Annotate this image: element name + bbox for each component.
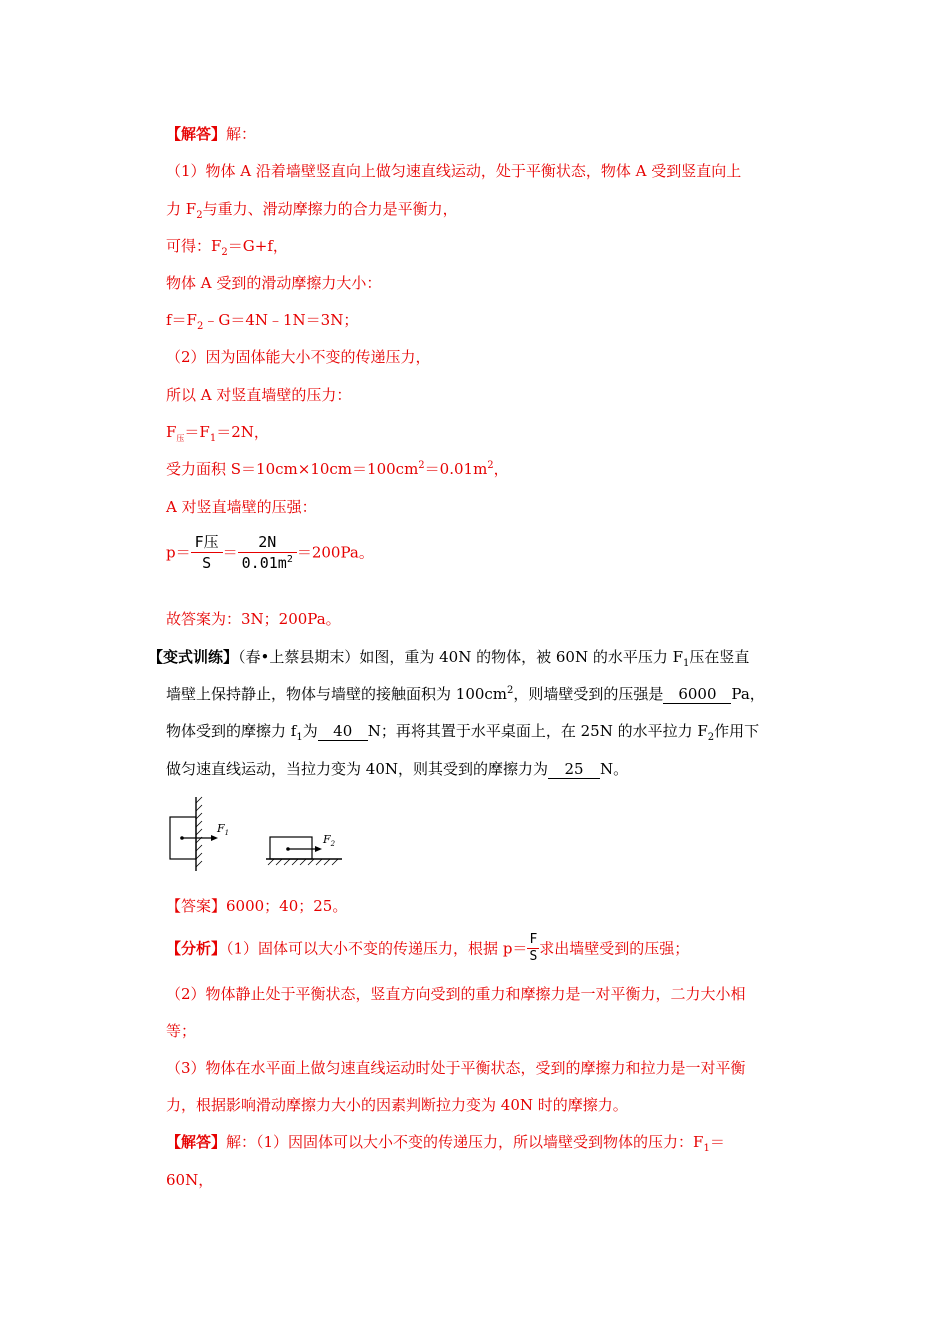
- solution-answer: 故答案为：3N；200Pa。: [166, 610, 341, 628]
- fraction-f-over-s: $\frac{F}{S}$: [529, 932, 538, 964]
- solution2-line-1: 【解答】解：（1）因固体可以大小不变的传递压力，所以墙壁受到物体的压力：$F_1=$: [166, 1133, 725, 1154]
- analysis-line-4: （3）物体在水平面上做匀速直线运动时处于平衡状态，受到的摩擦力和拉力是一对平衡: [166, 1059, 746, 1077]
- variant-line-4: 做匀速直线运动，当拉力变为 40N，则其受到的摩擦力为 25 N。: [166, 760, 629, 778]
- block-on-table: [270, 837, 312, 859]
- solution-heading: 【解答】解：: [166, 125, 257, 143]
- analysis-line-2: （2）物体静止处于平衡状态，竖直方向受到的重力和摩擦力是一对平衡力，二力大小相: [166, 985, 746, 1003]
- force-diagram: [160, 795, 360, 875]
- analysis-line-1: 【分析】（1）固体可以大小不变的传递压力，根据 p＝ $\frac{F}{S}$ 求出墙壁受到的压强；: [166, 932, 690, 964]
- wall-hatching: [196, 797, 202, 867]
- answer-line: 【答案】6000；40；25。: [166, 897, 348, 915]
- solution-line-8: $F_压=F_1=2N$，: [166, 423, 269, 444]
- fraction-force-area: $\frac{\text{F压}}{S}$: [191, 532, 223, 573]
- analysis-line-5: 力，根据影响滑动摩擦力大小的因素判断拉力变为 40N 时的摩擦力。: [166, 1096, 628, 1114]
- solution-line-2: 力 $F_2$与重力、滑动摩擦力的合力是平衡力，: [166, 200, 458, 221]
- label-f1: $F_1$: [217, 822, 230, 837]
- table-hatching: [268, 859, 338, 865]
- fraction-values: $\frac{2N}{0.01m^2}$: [238, 532, 297, 573]
- solution-line-7: 所以 A 对竖直墙壁的压力：: [166, 386, 352, 404]
- solution-line-3: 可得：$F_2=G+f$，: [166, 237, 288, 258]
- label-f2: $F_2$: [323, 833, 336, 848]
- solution-line-5: $f=F_2﹣G=4N﹣1N=3N$；: [166, 311, 359, 332]
- blank-friction-2: 25: [548, 760, 600, 779]
- variant-line-2: 墙壁上保持静止，物体与墙壁的接触面积为 $100cm^2$，则墙壁受到的压强是 6000 Pa，: [166, 685, 765, 703]
- solution-line-9: 受力面积 $S=10cm\times 10cm=100cm^2=0.01m^2$，: [166, 460, 509, 478]
- solution-line-4: 物体 A 受到的滑动摩擦力大小：: [166, 274, 382, 292]
- blank-pressure: 6000: [663, 685, 731, 704]
- pressure-formula: p＝ $\frac{\text{F压}}{S}$ ＝ $\frac{2N}{0.01m^2}$ ＝200Pa。: [166, 533, 374, 572]
- variant-line-3: 物体受到的摩擦力 $f_1$为 40 N；再将其置于水平桌面上，在 25N 的水平拉力 $F_2$作用下: [166, 722, 760, 743]
- wall-scenario: [170, 797, 229, 871]
- solution-line-6: （2）因为固体能大小不变的传递压力，: [166, 348, 431, 366]
- table-scenario: [266, 833, 342, 865]
- blank-friction: 40: [318, 722, 368, 741]
- variant-line-1: 【变式训练】（春•上蔡县期末）如图，重为 40N 的物体，被 60N 的水平压力 $F_1$压在竖直: [148, 648, 750, 669]
- solution-line-10: A 对竖直墙壁的压强：: [166, 498, 317, 516]
- solution-line-1: （1）物体 A 沿着墙壁竖直向上做匀速直线运动，处于平衡状态，物体 A 受到竖直向上: [166, 162, 742, 180]
- solution2-line-2: 60N，: [166, 1171, 214, 1189]
- analysis-line-3: 等；: [166, 1022, 197, 1040]
